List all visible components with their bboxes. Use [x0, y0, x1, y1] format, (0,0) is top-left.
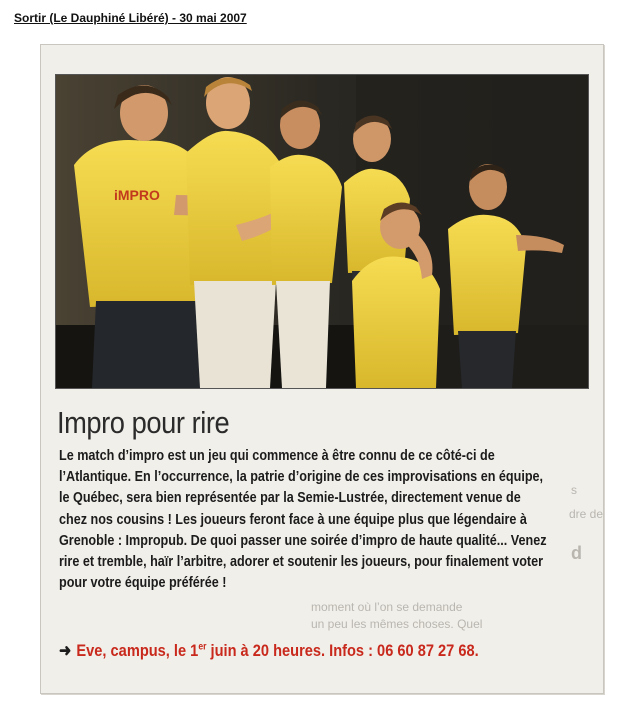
show-through-text: s: [571, 483, 577, 497]
event-info-line: [59, 641, 479, 661]
show-through-text: un peu les mêmes choses. Quel: [311, 617, 483, 631]
show-through-text: moment où l’on se demande: [311, 600, 463, 614]
improv-team-photo: [56, 75, 588, 388]
svg-text:iMPRO: iMPRO: [114, 187, 160, 203]
event-info-time-contact: juin à 20 heures. Infos : 06 60 87 27 68.: [206, 641, 479, 660]
arrow-icon: ➜: [59, 641, 72, 660]
show-through-text: dre de: [569, 507, 604, 521]
article-photo: [55, 74, 589, 389]
show-through-text: d: [571, 543, 582, 563]
source-header: Sortir (Le Dauphiné Libéré) - 30 mai 2007: [14, 11, 247, 25]
event-info-location-date: Eve, campus, le 1: [76, 641, 199, 660]
ordinal-suffix: er: [198, 641, 207, 653]
article-headline: Impro pour rire: [57, 405, 230, 440]
newspaper-clipping: [40, 44, 604, 694]
article-body: Le match d’impro est un jeu qui commence à être connu de ce côté-ci de l’Atlantique. En l’occurrence, la patrie d’origine de ces improvisations en équipe, le Québec, sera bien représentée par la Semie-Lustrée, directement venue de chez nos cousins ! Les joueurs feront face à une équipe plus que légendaire à Grenoble : Impropub. De quoi passer une soirée d’impro de haute qualité... Venez rire et tremble, haïr l’arbitre, adorer et soutenir les joueurs, pour finalement voter pour votre équipe préférée !: [59, 447, 547, 592]
